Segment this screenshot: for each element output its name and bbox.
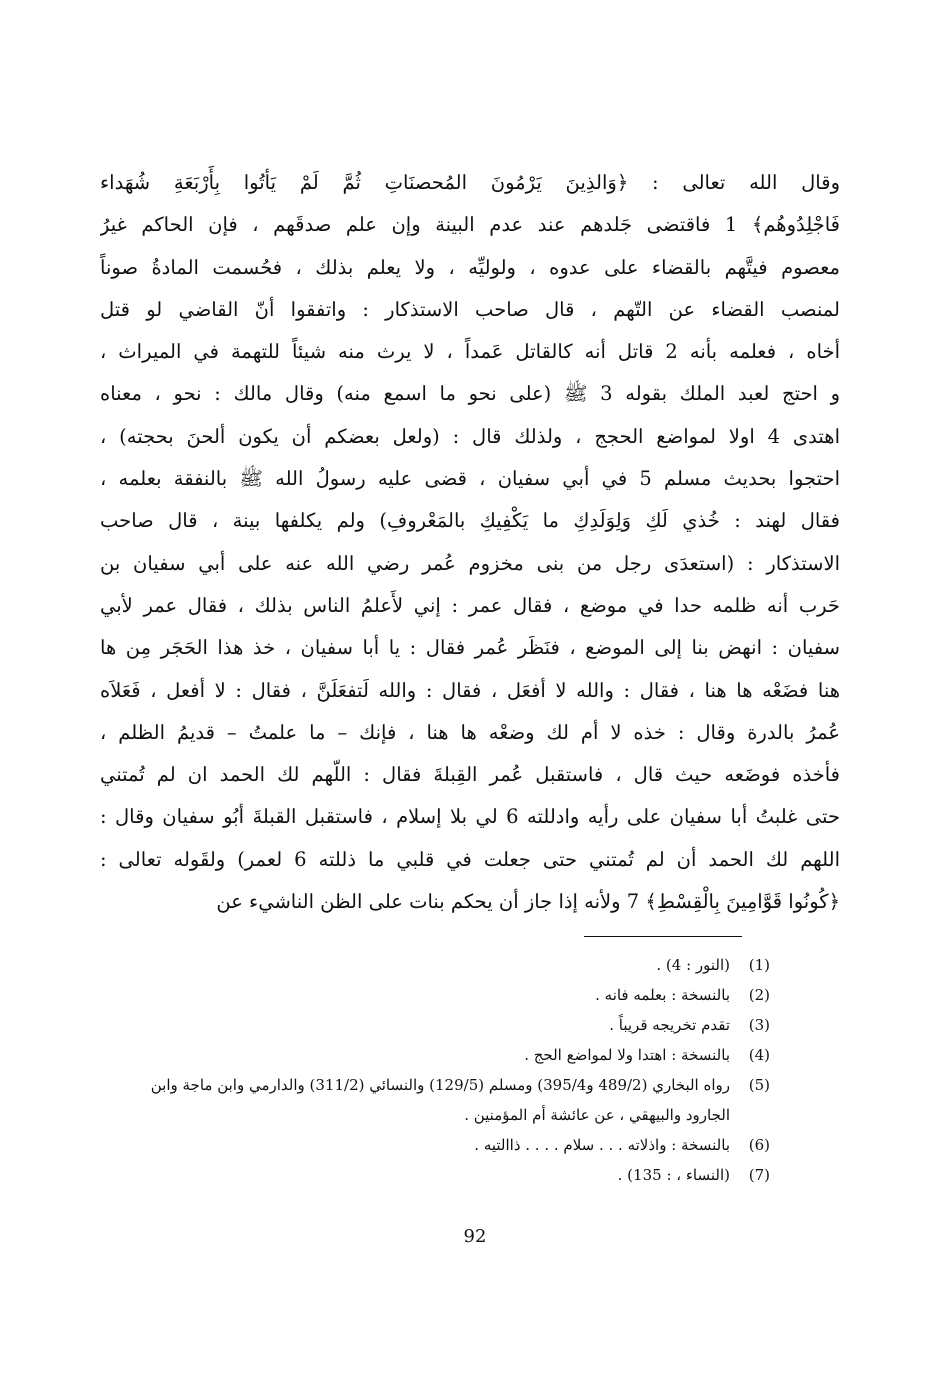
- text-line: فَاجْلِدُوهُم﴾ 1 فاقتضى جَلدهم عند عدم البينة وإن علم صدقَهم ، فإن الحاكم غيرُ: [100, 213, 840, 237]
- text-line: اللهم لك الحمد أن لم تُمتني حتى جعلت في قلبي ما ذللته 6 لعمر) ولقَوله تعالى :: [100, 847, 840, 871]
- footnote-number: (6): [748, 1136, 770, 1154]
- text-line: فقال لهند : خُذي لَكِ وَلِوَلَدِكِ ما يَكْفِيكِ بالمَعْروفِ) ولم يكلفها بينة ، قال صاحب: [100, 509, 840, 533]
- footnote-number: (1): [748, 956, 770, 974]
- footnote-text: بالنسخة : بعلمه فانه .: [595, 986, 730, 1004]
- text-line: احتجوا بحديث مسلم 5 في أبي سفيان ، قضى عليه رسولُ الله ﷺ بالنفقة بعلمه ،: [100, 467, 840, 491]
- text-line: ﴿كُونُوا قَوَّامِينَ بِالْقِسْطِ﴾ 7 ولأنه إذا جاز أن يحكم بنات على الظن الناشيء عن: [216, 890, 840, 914]
- text-line: حَرب أنه ظلمه حدا في موضع ، فقال عمر : إني لأَعلمُ الناس بذلك ، فقال عمر لأبي: [100, 593, 840, 617]
- footnote-text: تقدم تخريجه قريباً .: [609, 1016, 730, 1034]
- footnote: [110, 1130, 770, 1160]
- text-line: سفيان : انهض بنا إلى الموضع ، فنَظَر عُمر فقال : يا أبا سفيان ، خذ هذا الحَجَر مِن ها: [100, 636, 840, 660]
- text-line: لمنصب القضاء عن التّهم ، قال صاحب الاستذكار : واتفقوا أنّ القاضي لو قتل: [100, 297, 840, 321]
- footnote-number: (2): [748, 986, 770, 1004]
- text-line: أخاه ، فعلمه بأنه 2 قاتل أنه كالقاتل عَمداً ، لا يرث منه شيئاً للتهمة في الميراث ،: [100, 340, 840, 364]
- footnote-text: رواه البخاري (489/2 و395/4) ومسلم (129/5) والنسائي (311/2) والدارمي وابن ماجة وابن الجارود والبيهقي ، عن عائشة أم المؤمنين .: [150, 1076, 730, 1124]
- text-line: معصوم فيتَّهم بالقضاء على عدوه ، ولوليِّه ، ولا يعلم بذلك ، فحُسمت المادةُ صوناً: [100, 255, 840, 279]
- footnote-text: (النساء ، : 135) .: [617, 1166, 730, 1184]
- footnote: [110, 1010, 770, 1040]
- footnote-number: (5): [748, 1076, 770, 1094]
- footnote: [110, 1160, 770, 1190]
- footnote: [110, 950, 770, 980]
- footnotes: [110, 950, 770, 1190]
- main-text: [100, 162, 840, 923]
- text-line: اهتدى 4 اولا لمواضع الحجج ، ولذلك قال : (ولعل بعضكم أن يكون ألحنَ بحجته) ،: [100, 424, 840, 448]
- footnote-number: (3): [748, 1016, 770, 1034]
- footnote: [110, 980, 770, 1010]
- text-line: فأخذه فوضَعه حيث قال ، فاستقبل عُمر القِبلةَ فقال : اللّهم لك الحمد ان لم تُمتني: [100, 763, 840, 787]
- footnote-text: بالنسخة : واذلاته . . . سلام . . . . ذاالتيه .: [474, 1136, 730, 1154]
- footnote: [110, 1040, 770, 1070]
- text-line: و احتج لعبد الملك بقوله 3 ﷺ (على نحو ما اسمع منه) وقال مالك : نحو ، معناه: [100, 382, 840, 406]
- footnote-separator: [584, 936, 742, 937]
- text-line: حتى غلبتُ أبا سفيان على رأيه وادللته 6 لي بلا إسلام ، فاستقبل القبلةَ أبُو سفيان وقال :: [100, 805, 840, 829]
- footnote-text: بالنسخة : اهتدا ولا لمواضع الحج .: [524, 1046, 730, 1064]
- footnote-number: (4): [748, 1046, 770, 1064]
- footnote-text: (النور : 4) .: [656, 956, 730, 974]
- text-line: هنا فضَعْه ها هنا ، فقال : والله لا أفعَل ، فقال : والله لَتفعَلَنَّ ، فقال : لا أفعل ، فَعَلاَه: [100, 678, 840, 702]
- footnote-number: (7): [748, 1166, 770, 1184]
- text-line: الاستذكار : (استعدَى رجل من بنى مخزوم عُمر رضي الله عنه على أبي سفيان بن: [100, 551, 840, 575]
- page-number: 92: [463, 1226, 487, 1247]
- text-line: عُمرُ بالدرة وقال : خذه لا أم لك وضعْه ها هنا ، فإنك – ما علمتُ – قديمُ الظلم ،: [100, 720, 840, 744]
- text-line: وقال الله تعالى : ﴿وَالذِينَ يَرْمُونَ المُحصنَاتِ ثُمَّ لَمْ يَأتُوا بِأَرْبَعَةِ شُهَداء: [100, 171, 840, 194]
- footnote: [110, 1070, 770, 1130]
